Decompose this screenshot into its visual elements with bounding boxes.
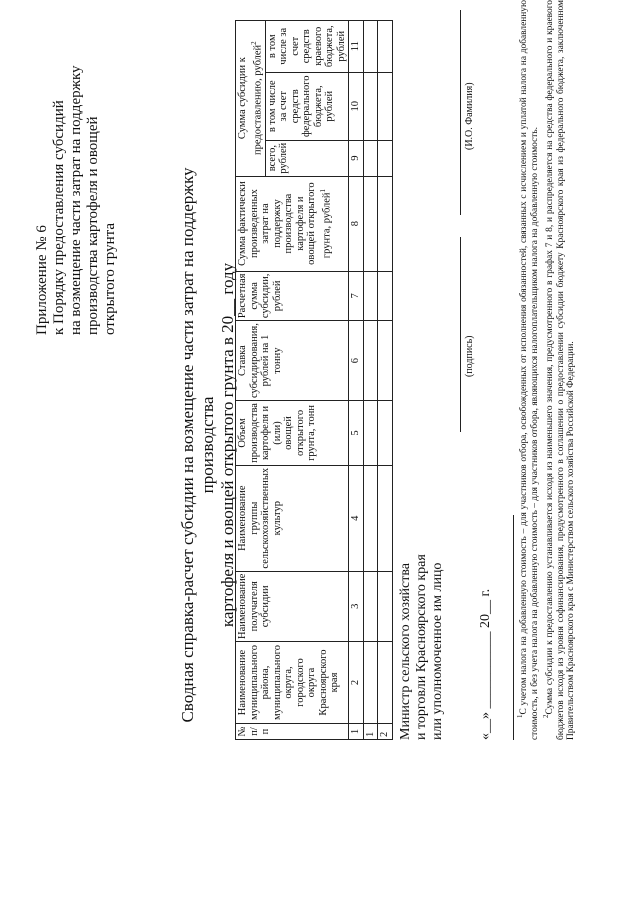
signature-caption: (подпись) [464,335,475,377]
column-number: 3 [349,571,364,641]
table-cell [378,72,393,140]
appendix-header [34,15,119,335]
title-line: Сводная справка-расчет субсидии на возмещение части затрат на поддержку производства [178,167,217,723]
header-cell-rate: Ставка субсидирования, рублей на 1 тонну [236,321,349,401]
date-line: «__» ___________ 20__ г. [478,588,493,740]
name-line [460,10,461,215]
title-line: картофеля и овощей открытого грунта в 20__ году [218,262,237,628]
footnote-ref: 2 [249,41,258,45]
header-cell-federal: в том числе за счет средств федерального бюджета, рублей [265,72,349,140]
column-number: 9 [349,140,364,176]
table-row [378,20,393,739]
footnote-separator [513,515,514,740]
table-cell [363,176,378,271]
header-cell-volume: Объем производства картофеля и (или) овощей открытого грунта, тонн [236,401,349,466]
table-cell [378,176,393,271]
signatory-block [398,554,446,740]
column-number: 10 [349,72,364,140]
name-caption: (И.О. Фамилия) [464,82,475,150]
table-cell [378,20,393,72]
row-number: 1 [363,724,378,740]
footnote-text: С учетом налога на добавленную стоимость – для участников отбора, освобожденных от исполнения обязанностей, связанных с исчислением и уплатой налога на добавленную стоимость, и без учета налога на добавленную стоимость – для участников отбора, являющихся налогоплательщиком налога на добавленную стоимость. [519,0,540,740]
appendix-number: Приложение № 6 [34,225,50,335]
appendix-ref-line: производства картофеля и овощей [85,116,101,335]
header-cell-recipient: Наименование получателя субсидии [236,571,349,641]
table-cell [363,465,378,571]
table-cell [363,140,378,176]
header-cell-regional: в том числе за счет средств краевого бюджета, рублей [265,20,349,72]
footnote-ref: 1 [318,188,327,193]
table-cell [363,72,378,140]
table-cell [378,321,393,401]
table-cell [378,140,393,176]
footnote-text: Сумма субсидии к предоставлению устанавливается исходя из наименьшего значения, предусмотренного в графах 7 и 8, и распределяется на средства федерального и краевого бюджетов исходя из уровня софинансирования, предусмотренного в соглашении о предоставлении субсидии бюджету Красноярского края из федерального бюджета, заключенном Правительством Красноярского края с Министерством сельского хозяйства Российской Федерации. [544,0,577,740]
header-cell-actual-costs [236,176,349,271]
table-cell [363,20,378,72]
signatory-line: и торговли Красноярского края [414,554,429,740]
table-cell [363,642,378,724]
table-cell [378,571,393,641]
column-number: 1 [349,724,364,740]
subsidy-calculation-table [235,20,393,740]
document-title [178,135,238,755]
header-cell-crop-group: Наименование группы сельскохозяйственных культур [236,465,349,571]
footnote-1 [515,0,541,740]
header-text: Сумма субсидии к предоставлению, рублей [237,44,263,155]
column-number: 4 [349,465,364,571]
column-number: 8 [349,176,364,271]
signatory-line: Министр сельского хозяйства [398,563,413,740]
appendix-ref-line: на возмещение части затрат на поддержку [68,65,84,335]
appendix-ref-line: к Порядку предоставления субсидий [51,100,67,335]
table-header-row [236,20,266,739]
table-cell [378,401,393,466]
signatory-line: или уполномоченное им лицо [430,562,445,740]
column-number: 5 [349,401,364,466]
footnote-mark: 1 [516,714,524,718]
table-cell [363,321,378,401]
footnotes [515,0,577,740]
signature-line [460,237,461,432]
table-cell [363,401,378,466]
row-number: 2 [378,724,393,740]
column-number-row [349,20,364,739]
column-number: 11 [349,20,364,72]
header-text: Сумма фактически произведенных затрат на поддержку производства картофеля и овощей открытого грунта, рублей [237,181,332,266]
footnote-2 [541,0,578,740]
header-cell-subsidy-group [236,20,266,176]
footnote-mark: 2 [541,714,550,718]
column-number: 6 [349,321,364,401]
column-number: 2 [349,642,364,724]
column-number: 7 [349,271,364,321]
header-cell-municipality: Наименование муниципального района, муниципального округа, городского округа Красноярского края [236,642,349,724]
table-row [363,20,378,739]
table-cell [363,571,378,641]
table-cell [378,271,393,321]
header-cell-total: всего, рублей [265,140,349,176]
header-cell-estimated-sum: Расчетная сумма субсидии, рублей [236,271,349,321]
table-cell [378,465,393,571]
table-cell [363,271,378,321]
header-cell-number: № п/п [236,724,349,740]
table-cell [378,642,393,724]
appendix-ref-line: открытого грунта [102,223,118,335]
